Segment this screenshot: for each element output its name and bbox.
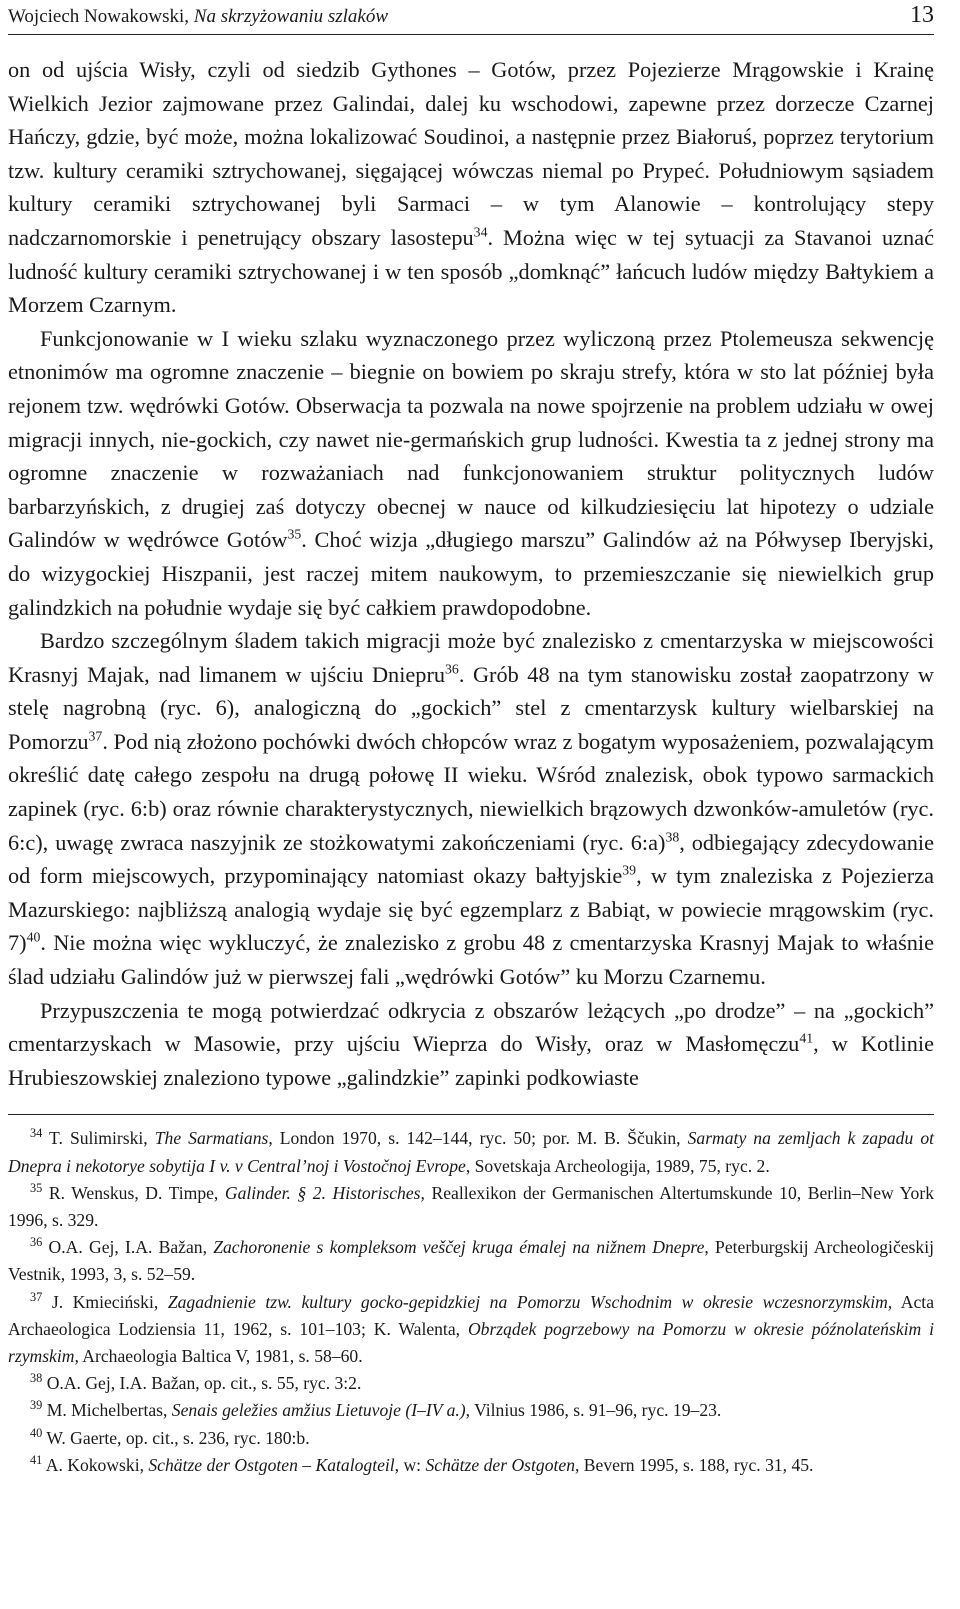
text-run: O.A. Gej, I.A. Bažan, (42, 1237, 214, 1258)
main-text (8, 53, 934, 1094)
footnote-number: 39 (30, 1398, 43, 1413)
footnote-rule (8, 1114, 934, 1115)
italic-title: Schätze der Ostgoten (425, 1454, 575, 1475)
footnote-number: 35 (30, 1180, 43, 1195)
text-run: , w tym znaleziska z Pojezierza Mazurskiego: najbliższą analogią wydaje się być egzemplarz z Babiąt, w powiecie mrągowskim (ryc. 7) (8, 863, 934, 956)
text-run: , w: (394, 1454, 426, 1475)
running-header (8, 0, 934, 34)
text-run: Funkcjonowanie w I wieku szlaku wyznaczonego przez wyliczoną przez Ptolemeusza sekwencję etnonimów ma ogromne znaczenie – biegnie on bowiem po skraju strefy, która w sto lat później była rejonem tzw. wędrówki Gotów. Obserwacja ta pozwala na nowe spojrzenie na problem udziału w owej migracji innych, nie-gockich, czy nawet nie-germańskich grup ludności. Kwestia ta z jednej strony ma ogromne znaczenie w rozważaniach nad funkcjonowaniem struktur politycznych ludów barbarzyńskich, z drugiej zaś dotyczy obecnej w nauce od kilkudziesięciu lat hipotezy o udziale Galindów w wędrówce Gotów (8, 325, 934, 553)
text-run: , Sovetskaja Archeologija, 1989, 75, ryc. 2. (465, 1155, 770, 1176)
italic-title: Zachoronenie s kompleksom veščej kruga émalej na nižnem Dnepre (213, 1237, 705, 1258)
paragraph-1 (8, 53, 934, 322)
footnote-ref-34: 34 (473, 224, 488, 240)
italic-title: Sarmaty na zemljach k zapadu ot Dnepra i nekotorye sobytija I v. v Central’noj i Vostočnoj Evrope (8, 1128, 935, 1176)
footnote-ref-38: 38 (665, 829, 680, 845)
text-run: O.A. Gej, I.A. Bažan, op. cit., s. 55, ryc. 3:2. (42, 1373, 362, 1394)
italic-title: Zagadnienie tzw. kultury gocko-gepidzkiej na Pomorzu Wschodnim w okresie wczesnorzymskim, (167, 1291, 893, 1312)
text-run: J. Kmieciński, (42, 1291, 168, 1312)
footnote-40 (8, 1425, 934, 1452)
text-run: , Bevern 1995, s. 188, ryc. 31, 45. (575, 1454, 814, 1475)
header-title: Na skrzyżowaniu szlaków (193, 6, 389, 27)
footnote-ref-37: 37 (88, 728, 103, 744)
footnote-ref-40: 40 (26, 930, 41, 946)
header-rule (8, 34, 934, 35)
paragraph-3 (8, 624, 934, 994)
italic-title: Obrządek pogrzebowy na Pomorzu w okresie późnolateńskim i rzymskim, (8, 1318, 934, 1367)
footnote-37 (8, 1289, 934, 1371)
footnote-number: 34 (30, 1126, 43, 1141)
text-run: , Peterburgskij Archeologičeskij Vestnik, 1993, 3, s. 52–59. (8, 1237, 934, 1285)
footnote-39 (8, 1397, 934, 1424)
footnote-34 (8, 1125, 934, 1179)
text-run: T. Sulimirski, (42, 1128, 155, 1149)
footnote-ref-35: 35 (287, 526, 302, 542)
italic-title: Schätze der Ostgoten – Katalogteil (148, 1454, 395, 1475)
paragraph-4 (8, 994, 934, 1095)
italic-title: Galinder. § 2. Historisches, (224, 1182, 425, 1203)
footnote-ref-39: 39 (622, 862, 637, 878)
text-run: . Choć wizja „długiego marszu” Galindów aż na Półwysep Iberyjski, do wizygockiej Hiszpanii, jest raczej mitem naukowym, to przemieszczanie się niewielkich grup galindzkich na południe wydaje się być całkiem prawdopodobne. (8, 527, 935, 620)
text-run: Bardzo szczególnym śladem takich migracji może być znalezisko z cmentarzyska w miejscowości Krasnyj Majak, nad limanem w ujściu Dniepru (8, 628, 934, 687)
text-run: , Vilnius 1986, s. 91–96, ryc. 19–23. (465, 1400, 722, 1421)
text-run: on od ujścia Wisły, czyli od siedzib Gythones – Gotów, przez Pojezierze Mrągowskie i Krainę Wielkich Jezior zajmowane przez Galindai, dalej ku wschodowi, zapewne przez dorzecze Czarnej Hańczy, gdzie, być może, można lokalizować Soudinoi, a następnie przez Białoruś, poprzez terytorium tzw. kultury ceramiki sztrychowanej, sięgającej wówczas niemal po Prypeć. Południowym sąsiadem kultury ceramiki sztrychowanej byli Sarmaci – w tym Alanowie – kontrolujący stepy nadczarnomorskie i penetrujący obszary lasostepu (8, 57, 934, 250)
text-run: R. Wenskus, D. Timpe, (42, 1182, 225, 1203)
text-run: , w Kotlinie Hrubieszowskiej znaleziono typowe „galindzkie” zapinki podkowiaste (8, 1031, 934, 1090)
text-run: , London 1970, s. 142–144, ryc. 50; por. M. B. Ščukin, (268, 1128, 688, 1149)
text-run: Archaeologia Baltica V, 1981, s. 58–60. (78, 1346, 363, 1367)
italic-title: Senais geležies amžius Lietuvoje (I–IV a.) (171, 1400, 466, 1421)
footnote-number: 37 (30, 1289, 43, 1304)
footnote-38 (8, 1370, 934, 1397)
footnote-number: 36 (30, 1235, 43, 1250)
text-run: . Pod nią złożono pochówki dwóch chłopców wraz z bogatym wyposażeniem, pozwalającym określić datę całego zespołu na drugą połowę II wieku. Wśród znalezisk, obok typowo sarmackich zapinek (ryc. 6:b) oraz równie charakterystycznych, niewielkich brązowych dzwonków-amuletów (ryc. 6:c), uwagę zwraca naszyjnik ze stożkowatymi zakończeniami (ryc. 6:a) (8, 728, 934, 855)
footnote-ref-36: 36 (445, 661, 459, 677)
text-run: . Grób 48 na tym stanowisku został zaopatrzony w stelę nagrobną (ryc. 6), analogiczną do „gockich” stel z cmentarzysk kultury wielbarskiej na Pomorzu (8, 661, 934, 754)
footnote-number: 40 (30, 1425, 43, 1440)
footnote-ref-41: 41 (799, 1030, 814, 1046)
footnote-35 (8, 1180, 934, 1234)
running-title (8, 6, 388, 28)
header-author: Wojciech Nowakowski, (8, 6, 194, 27)
page-number: 13 (910, 2, 934, 28)
italic-title: The Sarmatians (154, 1128, 269, 1149)
footnote-number: 38 (30, 1371, 43, 1386)
text-run: M. Michelbertas, (42, 1400, 172, 1421)
text-run: . Można więc w tej sytuacji za Stavanoi uznać ludność kultury ceramiki sztrychowanej i w ten sposób „domknąć” łańcuch ludów między Bałtykiem a Morzem Czarnym. (8, 224, 934, 318)
paragraph-2 (8, 322, 934, 624)
text-run: A. Kokowski, (42, 1454, 149, 1475)
footnote-41 (8, 1452, 934, 1479)
text-run: Acta Archaeologica Lodziensia 11, 1962, s. 101–103; K. Walenta, (8, 1291, 935, 1339)
text-run: Reallexikon der Germanischen Altertumskunde 10, Berlin–New York 1996, s. 329. (8, 1182, 935, 1231)
footnote-36 (8, 1234, 934, 1288)
text-run: W. Gaerte, op. cit., s. 236, ryc. 180:b. (42, 1427, 310, 1448)
footnote-number: 41 (30, 1452, 43, 1467)
footnotes (8, 1125, 934, 1479)
text-run: , odbiegający zdecydowanie od form miejscowych, przypominający natomiast okazy bałtyjskie (8, 829, 934, 889)
text-run: Przypuszczenia te mogą potwierdzać odkrycia z obszarów leżących „po drodze” – na „gockich” cmentarzyskach w Masowie, przy ujściu Wieprza do Wisły, oraz w Masłomęczu (8, 997, 934, 1057)
text-run: . Nie można więc wykluczyć, że znalezisko z grobu 48 z cmentarzyska Krasnyj Majak to właśnie ślad udziału Galindów już w pierwszej fali „wędrówki Gotów” ku Morzu Czarnemu. (8, 930, 934, 990)
